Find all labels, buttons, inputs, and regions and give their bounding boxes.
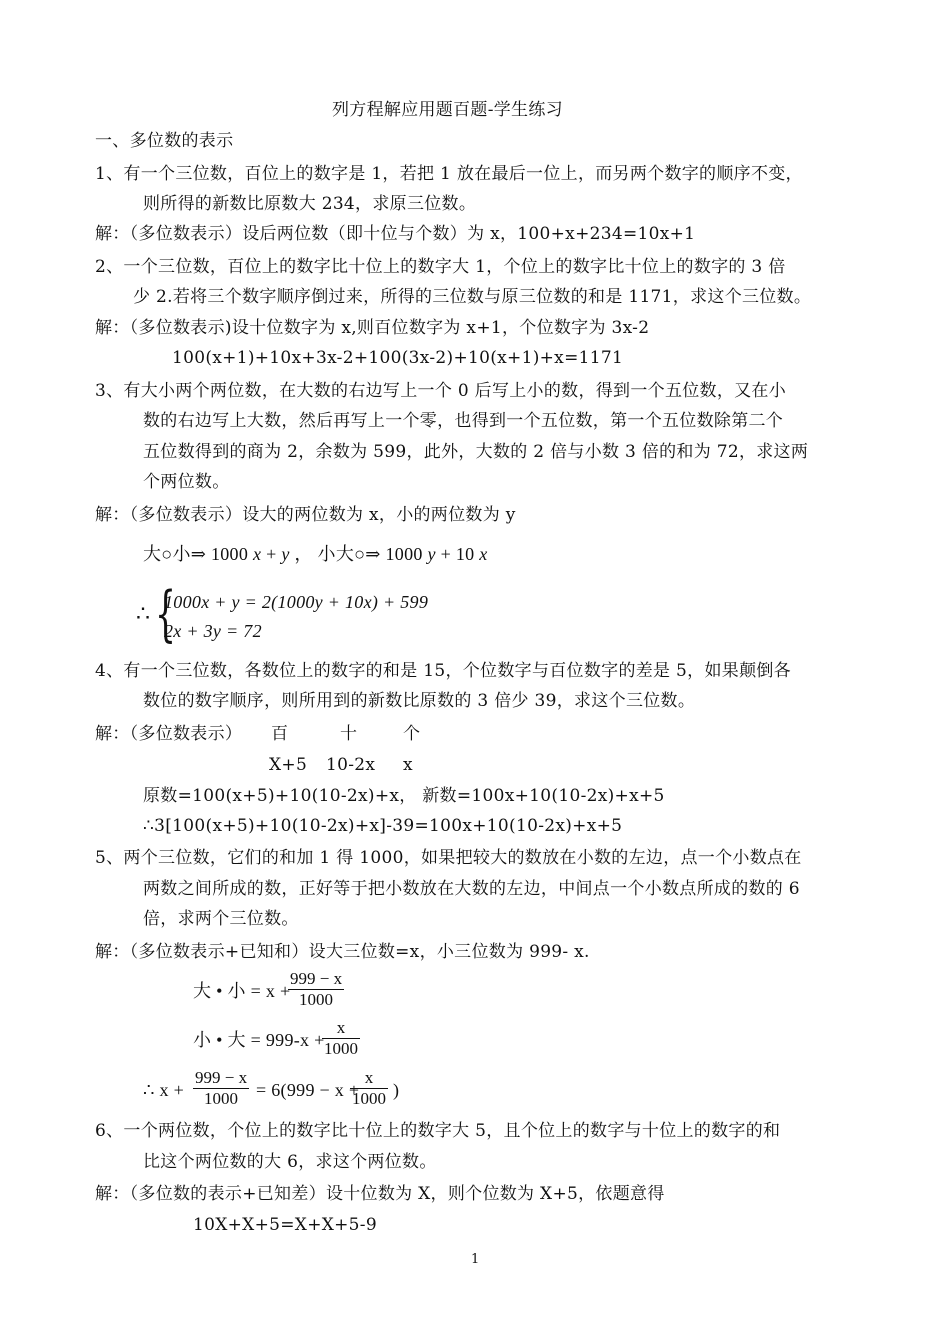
fraction-denominator: 1000 — [324, 1039, 358, 1058]
problem-6-solution: 解：（多位数的表示+已知差）设十位数为 X，则个位数为 X+5，依题意得 — [95, 1184, 665, 1204]
column-value-hundreds: X+5 — [269, 755, 308, 775]
expr-var: y — [427, 544, 436, 564]
fraction-numerator: 999 − x — [195, 1068, 248, 1087]
formula-3-close: ) — [393, 1080, 400, 1100]
problem-3-line-4: 个两位数。 — [143, 472, 230, 492]
fraction-denominator: 1000 — [288, 989, 344, 1010]
column-header-tens: 十 — [340, 724, 358, 744]
problem-2-line-2: 少 2.若将三个数字顺序倒过来，所得的三位数与原三位数的和是 1171，求这个三位数。 — [133, 287, 812, 307]
system-equation-1: 1000x + y = 2(1000y + 10x) + 599 — [164, 592, 429, 612]
expr-part: ， 小大○⇒ 1000 — [289, 544, 428, 564]
expr-var: x — [479, 544, 488, 564]
problem-1-solution: 解：（多位数表示）设后两位数（即十位与个数）为 x，100+x+234=10x+1 — [95, 224, 696, 244]
problem-6-line-2: 比这个两位数的大 6，求这个两位数。 — [143, 1152, 437, 1172]
problem-4-solution: 解：（多位数表示） — [95, 724, 243, 744]
fraction-numerator: x — [336, 1018, 346, 1037]
problem-5-line-1: 5、两个三位数，它们的和加 1 得 1000，如果把较大的数放在小数的左边，点一个小数点在 — [95, 848, 802, 868]
problem-3-line-2: 数的右边写上大数，然后再写上一个零，也得到一个五位数，第一个五位数除第二个 — [143, 411, 784, 431]
expr-part: 大○小⇒ 1000 — [143, 544, 253, 564]
fraction-numerator: 999 − x — [290, 969, 343, 988]
column-header-ones: 个 — [403, 724, 421, 744]
fraction-denominator: 1000 — [352, 1089, 386, 1108]
formula-3-middle: = 6(999 − x + — [256, 1080, 360, 1100]
formula-1-fraction — [288, 969, 344, 1010]
problem-6-line-1: 6、一个两位数，个位上的数字比十位上的数字大 5，且个位上的数字与十位上的数字的和 — [95, 1121, 781, 1141]
column-value-ones: x — [403, 755, 413, 775]
problem-3-line-3: 五位数得到的商为 2，余数为 599，此外，大数的 2 倍与小数 3 倍的和为 72，求这两 — [143, 442, 809, 462]
expr-var: y — [281, 544, 290, 564]
formula-2-lhs: 小 • 大 = 999-x + — [193, 1030, 325, 1050]
problem-4-line-1: 4、有一个三位数，各数位上的数字的和是 15，个位数字与百位数字的差是 5，如果颠倒各 — [95, 661, 791, 681]
system-brace: { — [155, 579, 177, 649]
problem-3-solution: 解：（多位数表示）设大的两位数为 x，小的两位数为 y — [95, 505, 516, 525]
problem-1-line-1: 1、有一个三位数，百位上的数字是 1，若把 1 放在最后一位上，而另两个数字的顺序不变， — [95, 164, 803, 184]
problem-5-solution: 解：（多位数表示+已知和）设大三位数=x，小三位数为 999- x. — [95, 942, 590, 962]
page-number: 1 — [471, 1252, 480, 1267]
column-value-tens: 10-2x — [326, 755, 376, 775]
therefore-symbol: ∴ — [136, 601, 151, 626]
problem-4-equation-1: 原数=100(x+5)+10(10-2x)+x， 新数=100x+10(10-2x)+x+5 — [143, 786, 665, 806]
problem-2-solution: 解：（多位数表示)设十位数字为 x,则百位数字为 x+1，个位数字为 3x-2 — [95, 318, 650, 338]
expr-part: + 10 — [435, 544, 480, 564]
fraction-denominator: 1000 — [193, 1088, 249, 1109]
page-title: 列方程解应用题百题-学生练习 — [332, 100, 563, 120]
problem-3-digit-expression — [143, 542, 488, 566]
problem-3-line-1: 3、有大小两个两位数，在大数的右边写上一个 0 后写上小的数，得到一个五位数，又在小 — [95, 381, 787, 401]
problem-2-equation: 100(x+1)+10x+3x-2+100(3x-2)+10(x+1)+x=1171 — [172, 348, 624, 368]
system-equation-2: 2x + 3y = 72 — [164, 621, 262, 641]
formula-3-fraction — [193, 1068, 249, 1109]
formula-3-lhs: ∴ x + — [143, 1080, 185, 1100]
problem-5-line-3: 倍，求两个三位数。 — [143, 909, 299, 929]
problem-1-line-2: 则所得的新数比原数大 234，求原三位数。 — [143, 194, 477, 214]
formula-1-lhs: 大 • 小 = x + — [193, 981, 291, 1001]
formula-3-fraction-2 — [350, 1068, 388, 1109]
problem-5-line-2: 两数之间所成的数，正好等于把小数放在大数的左边，中间点一个小数点所成的数的 6 — [143, 879, 800, 899]
section-heading: 一、多位数的表示 — [95, 131, 234, 151]
column-header-hundreds: 百 — [271, 724, 289, 744]
problem-4-equation-2: ∴3[100(x+5)+10(10-2x)+x]-39=100x+10(10-2x)+x+5 — [143, 816, 623, 836]
problem-6-equation: 10X+X+5=X+X+5-9 — [193, 1215, 377, 1235]
expr-part: + — [261, 544, 282, 564]
formula-2-fraction — [322, 1018, 360, 1059]
problem-4-line-2: 数位的数字顺序，则所用到的新数比原数的 3 倍少 39，求这个三位数。 — [143, 691, 696, 711]
problem-2-line-1: 2、一个三位数，百位上的数字比十位上的数字大 1，个位上的数字比十位上的数字的 3 倍 — [95, 257, 786, 277]
expr-var: x — [252, 544, 262, 564]
fraction-numerator: x — [364, 1068, 374, 1087]
